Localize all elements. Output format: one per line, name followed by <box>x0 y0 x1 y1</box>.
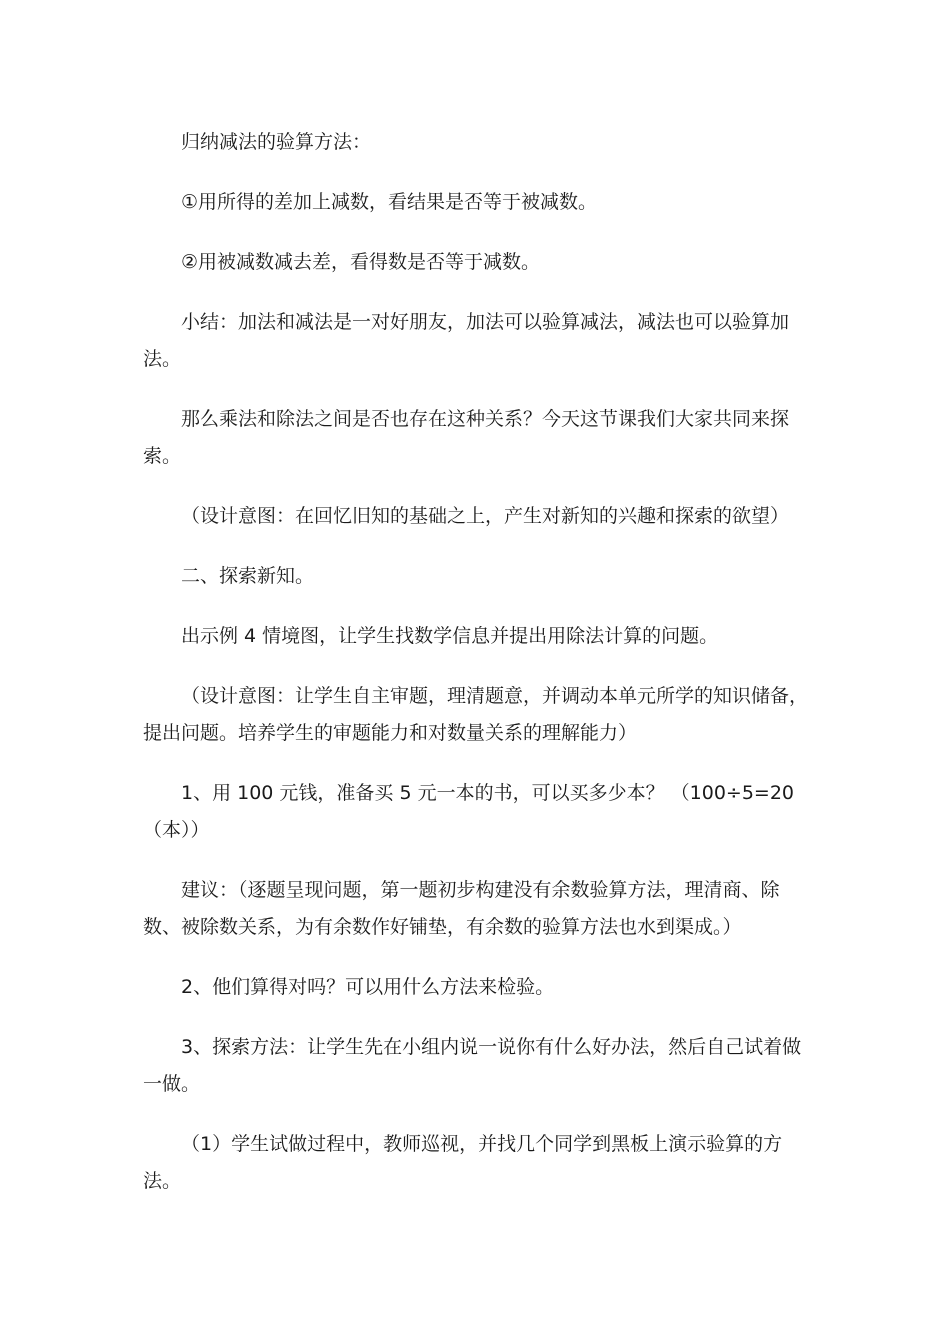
paragraph-method-1: ①用所得的差加上减数，看结果是否等于被减数。 <box>181 191 598 213</box>
document-body <box>143 124 808 1223</box>
paragraph-design-intent-1: （设计意图：在回忆旧知的基础之上，产生对新知的兴趣和探索的欲望） <box>181 505 790 527</box>
paragraph-summary: 小结：加法和减法是一对好朋友，加法可以验算减法，减法也可以验算加法。 <box>143 311 790 370</box>
paragraph-suggestion: 建议：（逐题呈现问题，第一题初步构建没有余数验算方法，理清商、除数、被除数关系，为有余数作好铺垫，有余数的验算方法也水到渠成。） <box>143 879 780 938</box>
paragraph-example-4: 出示例 4 情境图，让学生找数学信息并提出用除法计算的问题。 <box>181 625 719 647</box>
paragraph-method-2: ②用被减数减去差，看得数是否等于减数。 <box>181 251 541 273</box>
paragraph-design-intent-2: （设计意图：让学生自主审题，理清题意，并调动本单元所学的知识储备，提出问题。培养学生的审题能力和对数量关系的理解能力） <box>143 685 809 744</box>
paragraph-step-3: 3、探索方法：让学生先在小组内说一说你有什么好办法，然后自己试着做一做。 <box>143 1036 802 1095</box>
paragraph-question-intro: 那么乘法和除法之间是否也存在这种关系？今天这节课我们大家共同来探索。 <box>143 408 790 467</box>
paragraph-subtraction-check-methods: 归纳减法的验算方法： <box>181 131 372 153</box>
paragraph-section-heading: 二、探索新知。 <box>181 565 315 587</box>
paragraph-step-3-1: （1）学生试做过程中，教师巡视，并找几个同学到黑板上演示验算的方法。 <box>143 1133 783 1192</box>
paragraph-step-1: 1、用 100 元钱，准备买 5 元一本的书，可以买多少本？ （100÷5=20（本）） <box>143 782 795 841</box>
paragraph-step-2: 2、他们算得对吗？可以用什么方法来检验。 <box>181 976 555 998</box>
